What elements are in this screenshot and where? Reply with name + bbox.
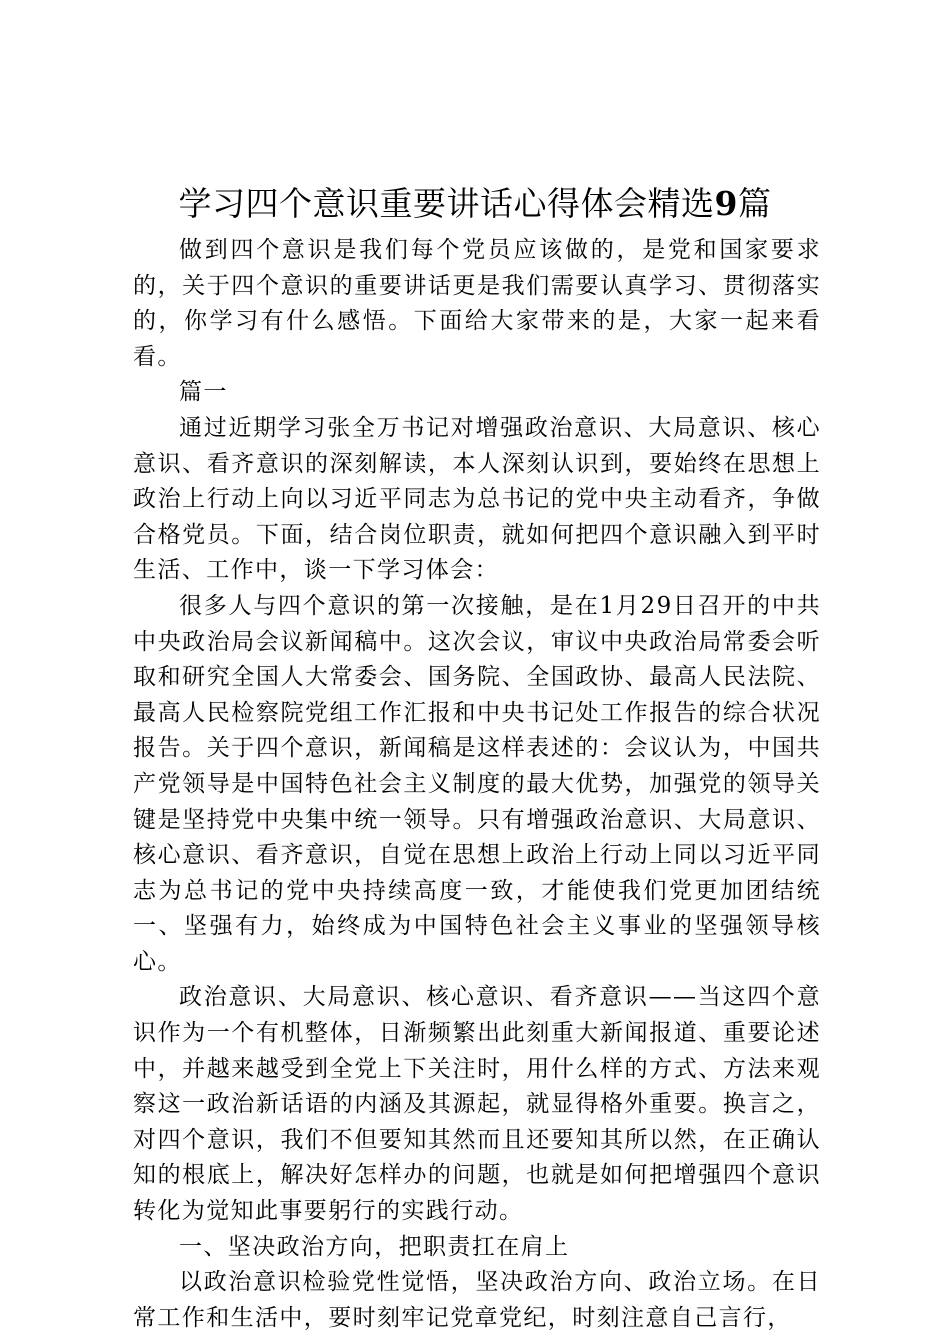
document-body: [133, 233, 821, 1336]
title-text: 学习四个意识重要讲话心得体会精选: [178, 184, 715, 223]
body-paragraph: 政治意识、大局意识、核心意识、看齐意识——当这四个意识作为一个有机整体，日渐频繁出此刻重大新闻报道、重要论述中，并越来越受到全党上下关注时，用什么样的方式、方法来观察这一政治新话语的内涵及其源起，就显得格外重要。换言之，对四个意识，我们不但要知其然而且还要知其所以然，在正确认知的根底上，解决好怎样办的问题，也就是如何把增强四个意识转化为觉知此事要躬行的实践行动。: [133, 984, 821, 1225]
body-paragraph: 很多人与四个意识的第一次接触，是在1月29日召开的中共中央政治局会议新闻稿中。这次会议，审议中央政治局常委会听取和研究全国人大常委会、国务院、全国政协、最高人民法院、最高人民检察院党组工作汇报和中央书记处工作报告的综合状况报告。关于四个意识，新闻稿是这样表述的：会议认为，中国共产党领导是中国特色社会主义制度的最大优势，加强党的领导关键是坚持党中央集中统一领导。只有增强政治意识、大局意识、核心意识、看齐意识，自觉在思想上政治上行动上同以习近平同志为总书记的党中央持续高度一致，才能使我们党更加团结统一、坚强有力，始终成为中国特色社会主义事业的坚强领导核心。: [133, 592, 821, 975]
title-suffix: 篇: [737, 184, 772, 223]
body-paragraph: 以政治意识检验党性觉悟，坚决政治方向、政治立场。在日常工作和生活中，要时刻牢记党章党纪，时刻注意自己言行，: [133, 1269, 821, 1331]
body-paragraph: 通过近期学习张全万书记对增强政治意识、大局意识、核心意识、看齐意识的深刻解读，本人深刻认识到，要始终在思想上政治上行动上向以习近平同志为总书记的党中央主动看齐，争做合格党员。下面，结合岗位职责，就如何把四个意识融入到平时生活、工作中，谈一下学习体会：: [133, 414, 821, 584]
intro-paragraph: 做到四个意识是我们每个党员应该做的，是党和国家要求的，关于四个意识的重要讲话更是我们需要认真学习、贯彻落实的，你学习有什么感悟。下面给大家带来的是，大家一起来看看。: [133, 237, 821, 370]
title-number: 9: [714, 184, 738, 223]
document-title: [0, 180, 950, 228]
section-heading-part-one: 篇一: [179, 379, 228, 406]
subheading-political-direction: 一、坚决政治方向，把职责扛在肩上: [179, 1233, 570, 1260]
